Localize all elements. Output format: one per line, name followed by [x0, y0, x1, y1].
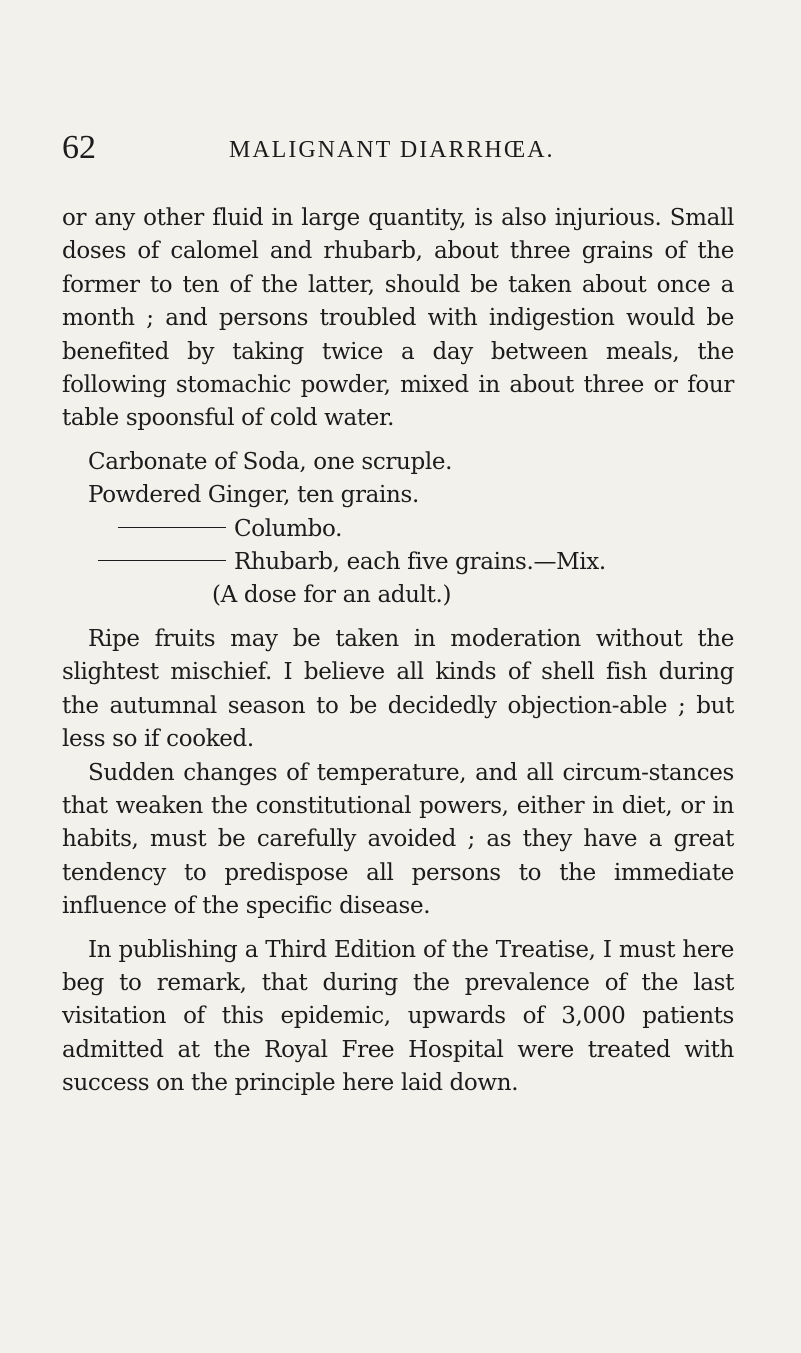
paragraph-continuation: or any other fluid in large quantity, is also injurious. Small doses of calomel and rhubarb, about three grains of the former to ten of the latter, should be taken about once a month ; and persons troubled with indigestion would be benefited by taking twice a day between meals, the following stomachic powder, mixed in about three or four table spoonsful of cold water. [62, 205, 734, 432]
page-number: 62 [62, 129, 96, 166]
recipe-dose-note: (A dose for an adult.) [212, 582, 452, 609]
body-text [62, 202, 734, 1101]
recipe-line-ginger [88, 479, 734, 512]
recipe-line-soda [88, 446, 734, 479]
paragraph-changes: Sudden changes of temperature, and all circum-stances that weaken the constitutional powers, either in diet, or in habits, must be carefully avoided ; as they have a great tendency to predispose all persons to the immediate influence of the specific disease. [62, 759, 734, 920]
recipe-line-columbo-text: Columbo. [234, 515, 343, 542]
ditto-rule [118, 527, 226, 528]
recipe-line-ginger-text: Powdered Ginger, ten grains. [88, 482, 419, 509]
running-title: MALIGNANT DIARRHŒA. [229, 137, 555, 163]
page-header [62, 128, 742, 168]
paragraph-fruits: Ripe fruits may be taken in moderation without the slightest mischief. I believe all kinds of shell fish during the autumnal season to be decidedly objection-able ; but less so if cooked. [62, 625, 734, 753]
recipe-line-rhubarb [88, 546, 734, 579]
recipe-line-soda-text: Carbonate of Soda, one scruple. [88, 448, 453, 475]
recipe [62, 446, 734, 613]
recipe-line-columbo [88, 513, 734, 546]
recipe-line-rhubarb-text: Rhubarb, each five grains.—Mix. [234, 549, 606, 576]
ditto-rule [98, 560, 226, 561]
paragraph-third-edition: In publishing a Third Edition of the Treatise, I must here beg to remark, that during the prevalence of the last visitation of this epidemic, upwards of 3,000 patients admitted at the Royal Free Hospital were treated with success on the principle here laid down. [62, 936, 734, 1097]
